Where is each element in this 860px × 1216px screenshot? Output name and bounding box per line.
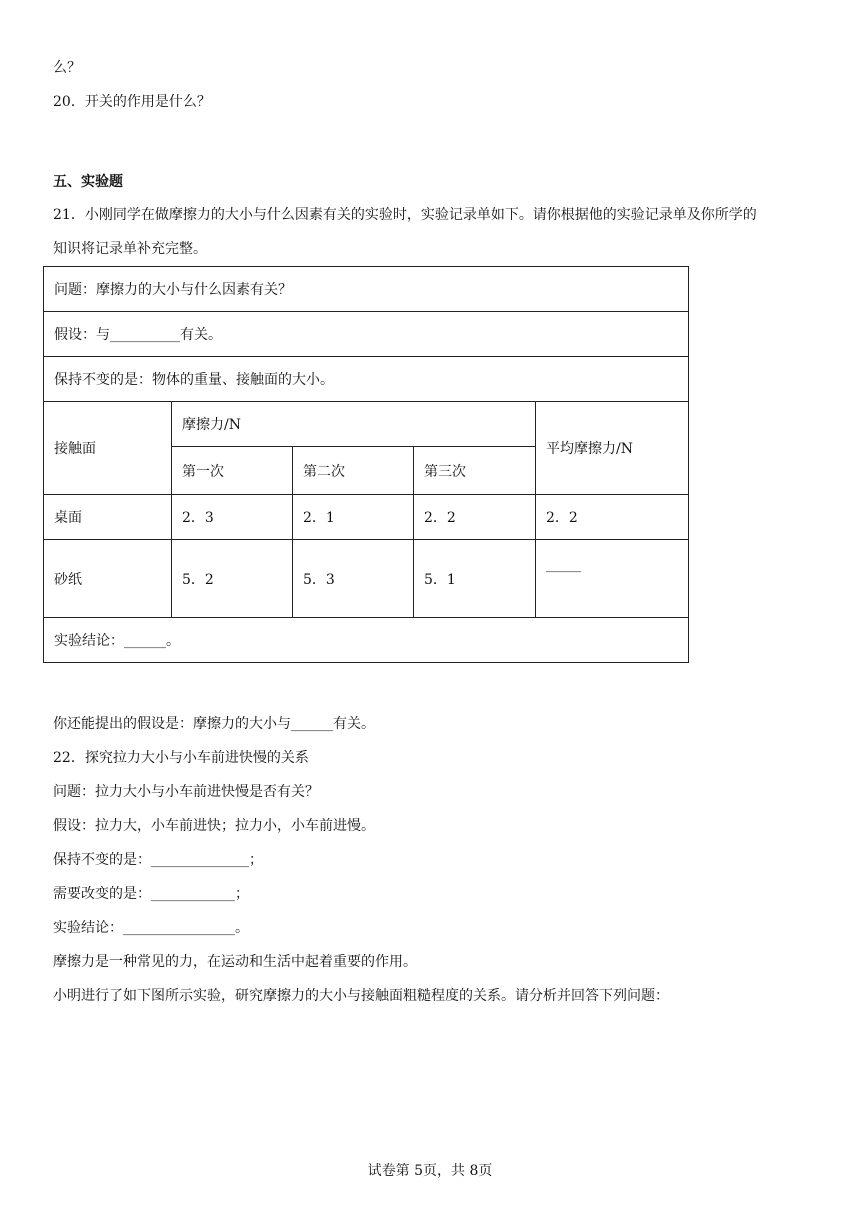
row-value: 5．1 xyxy=(414,540,536,618)
row-surface-label: 砂纸 xyxy=(44,540,172,618)
table-row xyxy=(44,540,689,618)
extra-hypothesis: 你还能提出的假设是：摩擦力的大小与______有关。 xyxy=(53,716,375,732)
header-trial-3: 第三次 xyxy=(414,447,536,495)
header-average-friction: 平均摩擦力/N xyxy=(536,402,689,495)
question-22-conclusion: 实验结论：________________。 xyxy=(53,920,249,936)
question-21-line-1: 21．小刚同学在做摩擦力的大小与什么因素有关的实验时，实验记录单如下。请你根据他的实验记录单及你所学的 xyxy=(53,207,757,223)
table-row xyxy=(44,495,689,540)
table-hypothesis-cell: 假设：与__________有关。 xyxy=(44,312,689,357)
row-surface-label: 桌面 xyxy=(44,495,172,540)
header-trial-1: 第一次 xyxy=(172,447,293,495)
friction-intro: 摩擦力是一种常见的力，在运动和生活中起着重要的作用。 xyxy=(53,954,417,970)
xiaoming-experiment-text: 小明进行了如下图所示实验，研究摩擦力的大小与接触面粗糙程度的关系。请分析并回答下列问题： xyxy=(53,988,669,1004)
page-footer: 试卷第 5页，共 8页 xyxy=(367,1163,493,1179)
row-value: 2．1 xyxy=(293,495,414,540)
section-heading-experiment: 五、实验题 xyxy=(53,174,123,190)
question-21-line-2: 知识将记录单补充完整。 xyxy=(53,241,207,257)
question-22-keep-constant: 保持不变的是：______________； xyxy=(53,852,263,868)
header-trial-2: 第二次 xyxy=(293,447,414,495)
row-value: 2．3 xyxy=(172,495,293,540)
table-problem-cell: 问题：摩擦力的大小与什么因素有关？ xyxy=(44,267,689,312)
table-constants-cell: 保持不变的是：物体的重量、接触面的大小。 xyxy=(44,357,689,402)
header-friction: 摩擦力/N xyxy=(172,402,536,447)
row-average-blank: _____ xyxy=(546,556,581,573)
row-value: 5．3 xyxy=(293,540,414,618)
question-22-problem: 问题：拉力大小与小车前进快慢是否有关？ xyxy=(53,784,319,800)
row-value: 2．2 xyxy=(414,495,536,540)
row-average: 2．2 xyxy=(536,495,689,540)
question-20: 20．开关的作用是什么？ xyxy=(53,94,211,110)
question-22: 22．探究拉力大小与小车前进快慢的关系 xyxy=(53,750,309,766)
table-conclusion-cell: 实验结论：______。 xyxy=(44,618,689,663)
header-surface: 接触面 xyxy=(44,402,172,495)
row-value: 5．2 xyxy=(172,540,293,618)
experiment-record-table xyxy=(43,266,689,663)
row-average-blank-cell xyxy=(536,540,689,618)
text-line-continuation: 么？ xyxy=(53,60,81,76)
question-22-hypothesis: 假设：拉力大，小车前进快；拉力小，小车前进慢。 xyxy=(53,818,375,834)
question-22-change: 需要改变的是：____________； xyxy=(53,886,249,902)
